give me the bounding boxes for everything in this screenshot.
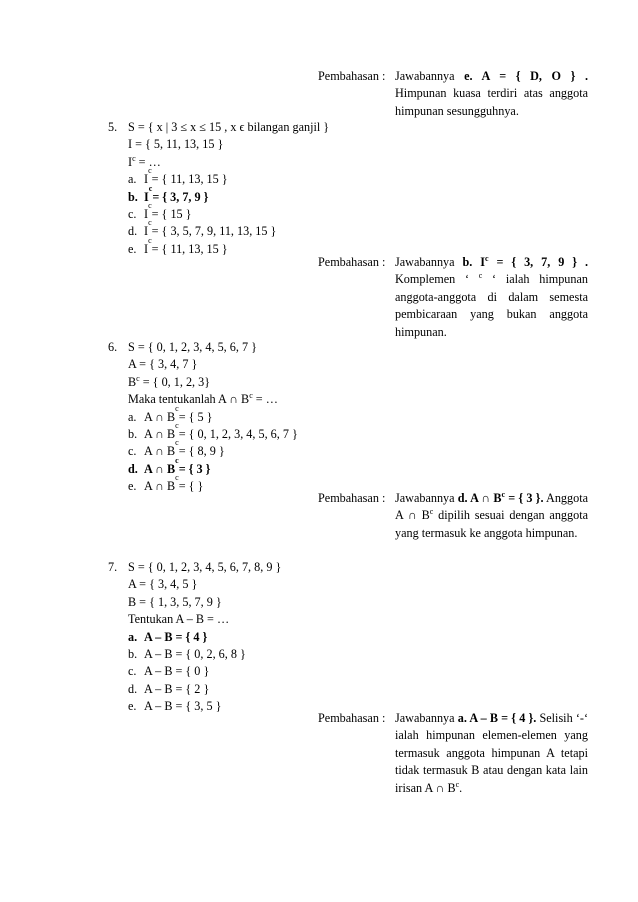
option-d-correct[interactable]: d. A ∩ B c = { 3 } — [128, 455, 211, 476]
option-a[interactable]: a. A ∩ B c = { 5 } — [128, 403, 213, 424]
pembahasan-6-text: Jawabannya d. A ∩ $B^c$ = { 3 }. Anggota A ∩ $B^c$ dipilih sesuai dengan anggota yang termasuk ke anggota himpunan. — [395, 489, 589, 540]
question-ask: $I^c$ = … — [128, 153, 161, 169]
pembahasan-label: Pembahasan — [318, 255, 379, 269]
given-line: A = { 3, 4, 5 } — [128, 577, 198, 592]
given-line: B = { 1, 3, 5, 7, 9 } — [128, 594, 222, 609]
option-e[interactable]: e. A – B = { 3, 5 } — [128, 699, 222, 714]
option-e[interactable]: e. A ∩ B c = { } — [128, 473, 204, 494]
pembahasan-6: Pembahasan : Jawabannya d. A ∩ $B^c$ = { 3 }. Anggota A ∩ $B^c$ dipilih sesuai dengan anggota yang termasuk ke anggota himpunan. — [318, 490, 588, 542]
given-line: I = { 5, 11, 13, 15 } — [128, 137, 224, 152]
question-ask: Maka tentukanlah A ∩ $B^c$ = … — [128, 391, 278, 407]
pembahasan-5-text: Jawabannya b. $I^c$ = { 3, 7, 9 } . Komplemen ‘ $^c$ ‘ ialah himpunan anggota-anggota di dalam semesta pembicaraan yang bukan anggota himpunan. — [395, 253, 588, 339]
given-line: A = { 3, 4, 7 } — [128, 357, 198, 372]
option-c[interactable]: c. A – B = { 0 } — [128, 664, 210, 679]
options-6 — [108, 403, 298, 496]
option-a-correct[interactable]: a. A – B = { 4 } — [128, 629, 208, 644]
option-d[interactable]: d. I c = { 3, 5, 7, 9, 11, 13, 15 } — [128, 218, 277, 239]
pembahasan-7: Pembahasan : Jawabannya a. A – B = { 4 }. Selisih ‘-‘ ialah himpunan elemen-elemen yang termasuk anggota himpunan A tetapi tidak termasuk B atau dengan kata lain irisan A ∩ $B^c$. — [318, 710, 588, 797]
question-6 — [108, 339, 298, 496]
option-d[interactable]: d. A – B = { 2 } — [128, 681, 210, 696]
question-number: 7. — [108, 560, 118, 574]
option-e[interactable]: e. I c = { 11, 13, 15 } — [128, 235, 228, 256]
question-ask: Tentukan A – B = … — [128, 612, 230, 627]
answer-7: a. A – B = { 4 }. — [457, 711, 537, 725]
pembahasan-label: Pembahasan — [318, 711, 379, 725]
option-a[interactable]: a. I c = { 11, 13, 15 } — [128, 166, 228, 187]
question-number: 6. — [108, 340, 118, 354]
pembahasan-7-text: Jawabannya a. A – B = { 4 }. Selisih ‘-‘ ialah himpunan elemen-elemen yang termasuk anggota himpunan A tetapi tidak termasuk B atau dengan kata lain irisan A ∩ $B^c$. — [395, 711, 588, 795]
pembahasan-label: Pembahasan — [318, 491, 379, 505]
pembahasan-label: Pembahasan — [318, 69, 379, 83]
answer-4: e. A = { D, O } . — [464, 69, 588, 83]
option-b-correct[interactable]: b. I c = { 3, 7, 9 } — [128, 183, 209, 204]
given-line: $B^c$ = { 0, 1, 2, 3} — [128, 373, 211, 389]
options-5 — [108, 166, 329, 258]
question-stem: S = { x | 3 ≤ x ≤ 15 , x ϵ bilangan ganjil } — [128, 120, 330, 134]
options-7 — [108, 629, 281, 716]
question-stem: S = { 0, 1, 2, 3, 4, 5, 6, 7, 8, 9 } — [128, 560, 282, 574]
answer-6: d. A ∩ $B^c$ = { 3 }. — [457, 489, 544, 505]
question-stem: S = { 0, 1, 2, 3, 4, 5, 6, 7 } — [128, 340, 257, 354]
option-c[interactable]: c. A ∩ B c = { 8, 9 } — [128, 438, 225, 459]
question-number: 5. — [108, 120, 118, 134]
pembahasan-5: Pembahasan : Jawabannya b. $I^c$ = { 3, 7, 9 } . Komplemen ‘ $^c$ ‘ ialah himpunan anggota-anggota di dalam semesta pembicaraan yang bukan anggota himpunan. — [318, 254, 588, 341]
question-5 — [108, 119, 329, 258]
pembahasan-4-text: Jawabannya e. A = { D, O } . Himpunan kuasa terdiri atas anggota himpunan sesungguhnya. — [395, 69, 588, 118]
option-b[interactable]: b. A ∩ B c = { 0, 1, 2, 3, 4, 5, 6, 7 } — [128, 421, 298, 442]
pembahasan-4: Pembahasan : Jawabannya e. A = { D, O } . Himpunan kuasa terdiri atas anggota himpunan sesungguhnya. — [318, 68, 588, 120]
question-7 — [108, 559, 281, 716]
option-c[interactable]: c. I c = { 15 } — [128, 201, 192, 222]
answer-5: b. $I^c$ = { 3, 7, 9 } . — [462, 253, 588, 269]
option-b[interactable]: b. A – B = { 0, 2, 6, 8 } — [128, 647, 246, 662]
